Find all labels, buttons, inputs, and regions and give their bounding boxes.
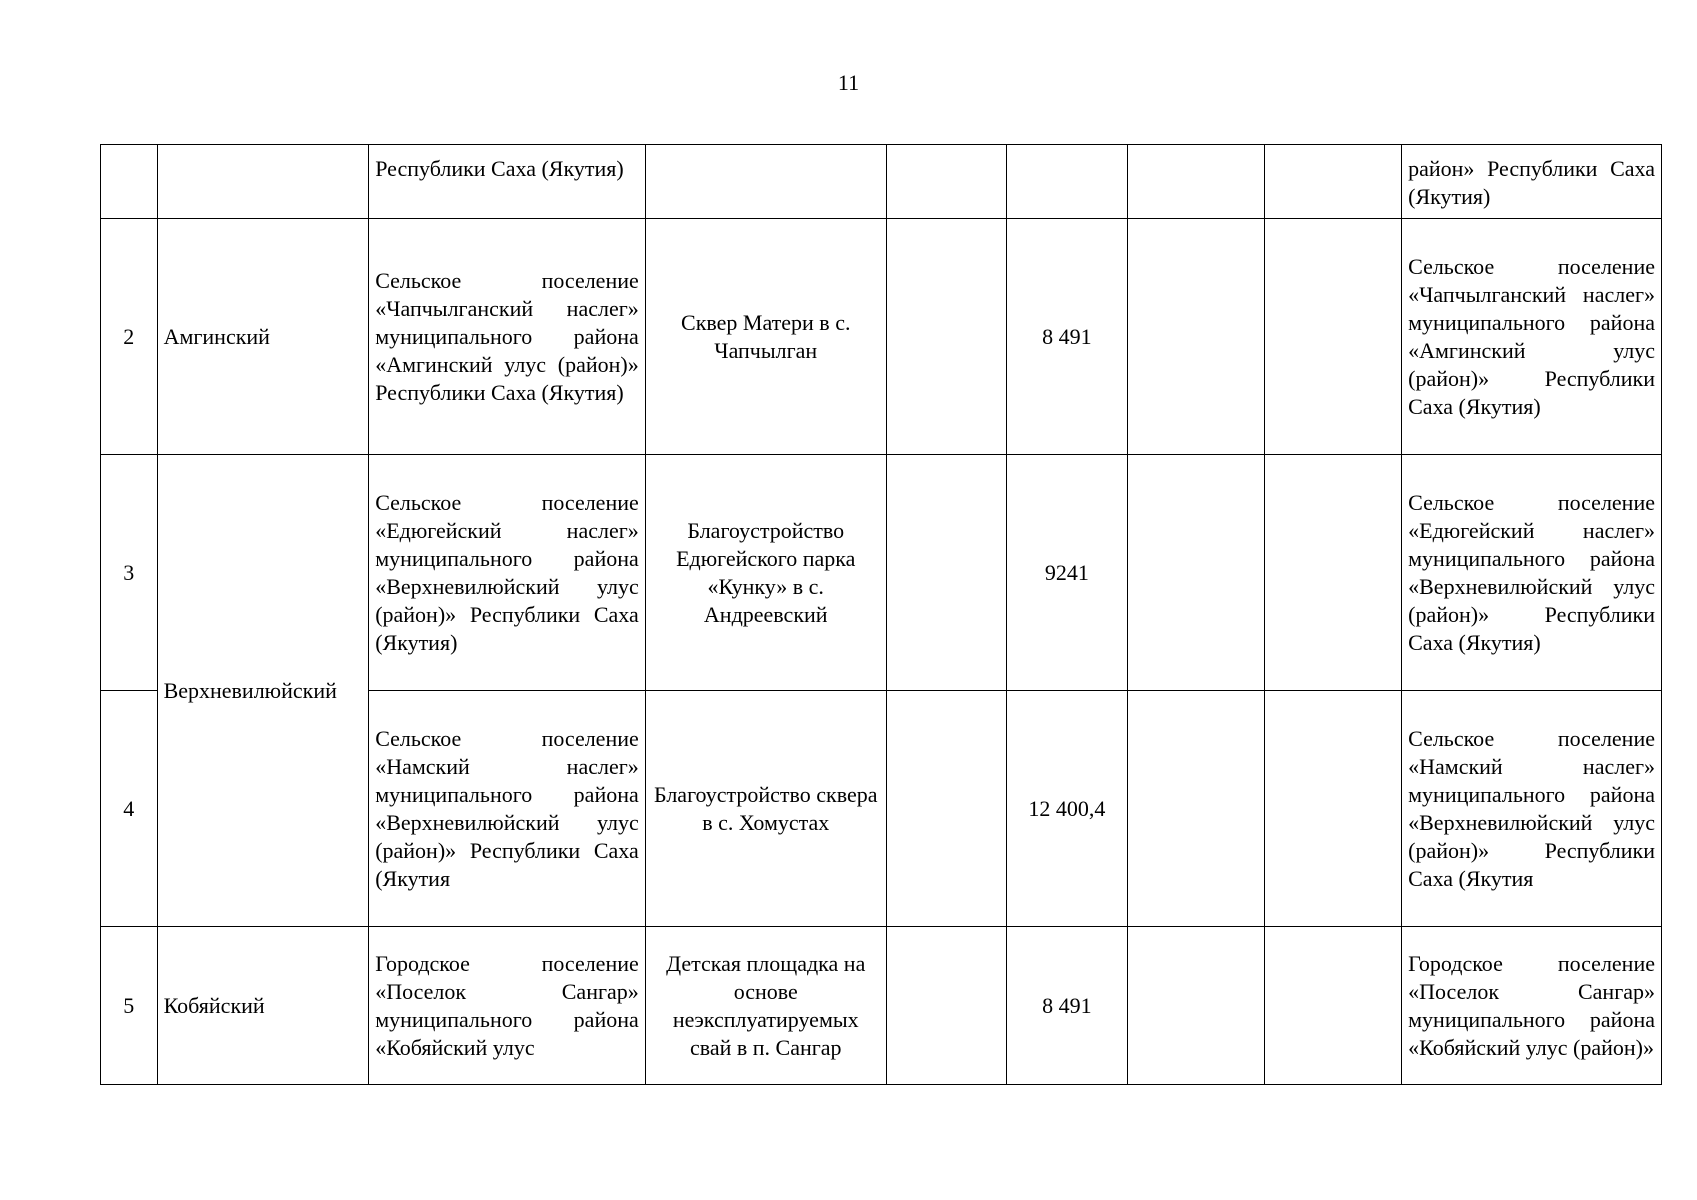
cell-num <box>101 145 158 219</box>
cell-empty <box>1127 927 1264 1085</box>
cell-amount: 8 491 <box>1007 219 1127 455</box>
data-table <box>100 144 1662 1085</box>
cell-object: Детская площадка на основе неэксплуатируемых свай в п. Сангар <box>645 927 886 1085</box>
table-row <box>101 455 1662 691</box>
cell-object <box>645 145 886 219</box>
table-row-continuation <box>101 145 1662 219</box>
cell-num: 2 <box>101 219 158 455</box>
cell-empty <box>886 219 1006 455</box>
cell-settlement <box>369 145 646 219</box>
cell-recipient: Сельское поселение «Едюгейский наслег» муниципального района «Верхневилюйский улус (район)» Республики Саха (Якутия) <box>1402 455 1662 691</box>
cell-district <box>157 145 369 219</box>
cell-amount: 9241 <box>1007 455 1127 691</box>
cell-empty <box>1127 691 1264 927</box>
cell-amount: 8 491 <box>1007 927 1127 1085</box>
cell-recipient: Сельское поселение «Чапчылганский наслег» муниципального района «Амгинский улус (район)» Республики Саха (Якутия) <box>1402 219 1662 455</box>
cell-recipient: Сельское поселение «Намский наслег» муниципального района «Верхневилюйский улус (район)» Республики Саха (Якутия <box>1402 691 1662 927</box>
cell-empty <box>886 691 1006 927</box>
cell-empty <box>886 145 1006 219</box>
cell-district: Амгинский <box>157 219 369 455</box>
cell-empty <box>1264 455 1401 691</box>
cell-district: Верхневилюйский <box>157 455 369 927</box>
cell-empty <box>1127 219 1264 455</box>
cell-amount: 12 400,4 <box>1007 691 1127 927</box>
recipient-text: район» Республики Саха (Якутия) <box>1408 156 1655 209</box>
cell-recipient: Городское поселение «Поселок Сангар» муниципального района «Кобяйский улус (район)» <box>1402 927 1662 1085</box>
cell-settlement: Сельское поселение «Намский наслег» муниципального района «Верхневилюйский улус (район)» Республики Саха (Якутия <box>369 691 646 927</box>
cell-empty <box>1127 145 1264 219</box>
cell-empty <box>1264 219 1401 455</box>
cell-object: Сквер Матери в с. Чапчылган <box>645 219 886 455</box>
cell-empty <box>886 927 1006 1085</box>
cell-settlement: Сельское поселение «Едюгейский наслег» муниципального района «Верхневилюйский улус (район)» Республики Саха (Якутия) <box>369 455 646 691</box>
settlement-text: Республики Саха (Якутия) <box>375 156 624 181</box>
cell-empty <box>1264 145 1401 219</box>
table-row <box>101 219 1662 455</box>
cell-empty <box>1264 927 1401 1085</box>
cell-empty <box>1127 455 1264 691</box>
cell-object: Благоустройство Едюгейского парка «Кунку» в с. Андреевский <box>645 455 886 691</box>
cell-amount <box>1007 145 1127 219</box>
cell-district: Кобяйский <box>157 927 369 1085</box>
page-number: 11 <box>837 70 860 95</box>
cell-settlement: Сельское поселение «Чапчылганский наслег» муниципального района «Амгинский улус (район)» Республики Саха (Якутия) <box>369 219 646 455</box>
cell-recipient <box>1402 145 1662 219</box>
cell-num: 3 <box>101 455 158 691</box>
cell-empty <box>1264 691 1401 927</box>
cell-object: Благоустройство сквера в с. Хомустах <box>645 691 886 927</box>
cell-num: 5 <box>101 927 158 1085</box>
cell-settlement: Городское поселение «Поселок Сангар» муниципального района «Кобяйский улус <box>369 927 646 1085</box>
table-row <box>101 927 1662 1085</box>
cell-empty <box>886 455 1006 691</box>
cell-num: 4 <box>101 691 158 927</box>
